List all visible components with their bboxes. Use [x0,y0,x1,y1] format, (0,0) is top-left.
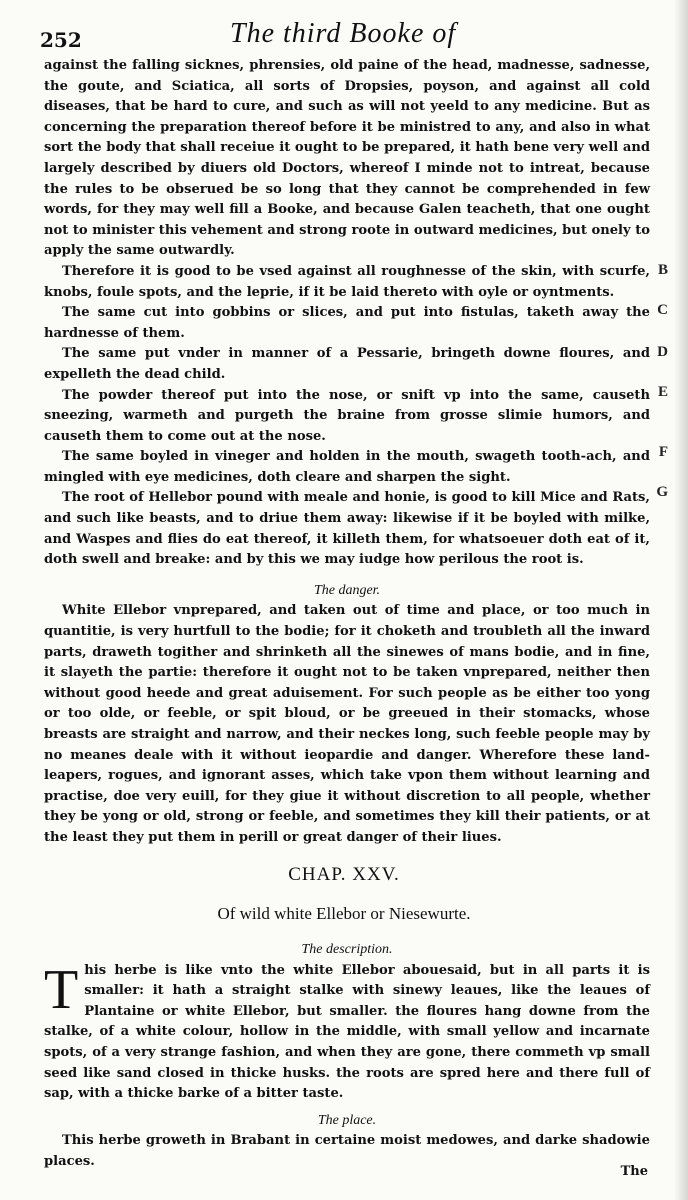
description-text: his herbe is like vnto the white Ellebor abouesaid, but in all parts it is smaller: it hath a straight stalke with sinewy leaues, like the leaues of Plantaine or white Ellebor, but smaller. the floures hang downe from the stalke, of a white colour, hollow in the middle, with small yellow and incarnate spots, of a very strange fashion, and when they are gone, there commeth vp small seed like sand closed in thicke husks. the roots are spred here and there full of sap, with a thicke barke of a bitter taste. [44,962,650,1102]
marginal-letter: E [657,384,668,400]
chapter-subtitle: Of wild white Ellebor or Niesewurte. [217,904,471,923]
page-header [40,18,660,60]
paragraph: The same cut into gobbins or slices, and put into fistulas, taketh away the hardnesse of them. [44,305,650,341]
paragraph: The powder thereof put into the nose, or snift vp into the same, causeth sneezing, warmeth and purgeth the braine from grosse slimie humors, and causeth them to come out at the nose. [44,387,650,444]
drop-cap: T [44,958,79,1021]
paragraph: The same put vnder in manner of a Pessarie, bringeth downe floures, and expelleth the dead child. [44,346,650,382]
main-text [44,56,650,849]
marginal-letter: B [657,262,668,278]
marginal-letter: F [658,444,668,460]
section-heading-description: The description. [301,942,393,957]
paragraph: The same boyled in vineger and holden in the mouth, swageth tooth-ach, and mingled with eye medicines, doth cleare and sharpen the sight. [44,449,650,485]
chapter-text [44,940,650,1173]
section-heading-place: The place. [317,1112,377,1128]
section-heading-danger: The danger. [313,582,381,598]
paragraph: Therefore it is good to be vsed against all roughnesse of the skin, with scurfe, knobs, foule spots, and the leprie, if it be laid thereto with oyle or oyntments. [44,263,650,300]
marginal-letter: C [657,302,668,318]
paragraph-danger: White Ellebor vnprepared, and taken out of time and place, or too much in quantitie, is very hurtfull to the bodie; for it choketh and troubleth all the inward parts, draweth togither and shrinketh all the sinewes of mans bodie, and in fine, it slayeth the partie: therefore it ought not to be taken vnprepared, neither then without good heede and great aduisement. For such people as be either too yong or too olde, or feeble, or spit bloud, or be greeued in their stomacks, whose breasts are straight and narrow, and their neckes long, such feeble people may by no meanes deale with it without ieopardie and danger. Wherefore these land-leapers, rogues, and ignorant asses, which take vpon them without learning and practise, doe very euill, for they giue it without discretion to all people, whether they be yong or old, strong or feeble, and sometimes they kill their patients, or at the least they put them in perill or great danger of their liues. [44,603,650,845]
chapter-title: CHAP. XXV. [288,864,400,885]
paragraph-place: This herbe groweth in Brabant in certaine moist medowes, and darke shadowie places. [44,1133,650,1169]
catchword: The [620,1164,648,1179]
paragraph: against the falling sicknes, phrensies, old paine of the head, madnesse, sadnesse, the goute, and Sciatica, all sorts of Dropsies, poyson, and against all cold diseases, that be hard to cure, and such as will not yeeld to any medicine. But as concerning the preparation thereof before it be ministred to any, and also in what sort the body that shall receiue it ought to be prepared, it hath bene very well and largely described by diuers old Doctors, whereof I minde not to intreat, because the rules to be obserued be so long that they cannot be comprehended in few words, for they may well fill a Booke, and because Galen teacheth, that one ought not to minister this vehement and strong roote in outward medicines, but onely to apply the same outwardly. [44,58,650,259]
page-number: 252 [40,28,82,52]
marginal-letter: D [657,344,668,360]
marginal-letter: G [656,484,668,500]
paragraph: The root of Hellebor pound with meale and honie, is good to kill Mice and Rats, and such like beasts, and to driue them away: likewise if it be boyled with milke, and Waspes and flies do eat thereof, it killeth them, for whatsoeuer doth eat of it, doth swell and breake: and by this we may iudge how perilous the root is. [44,490,650,568]
paragraph-description [44,958,650,1105]
running-head: The third Booke of [230,18,457,49]
